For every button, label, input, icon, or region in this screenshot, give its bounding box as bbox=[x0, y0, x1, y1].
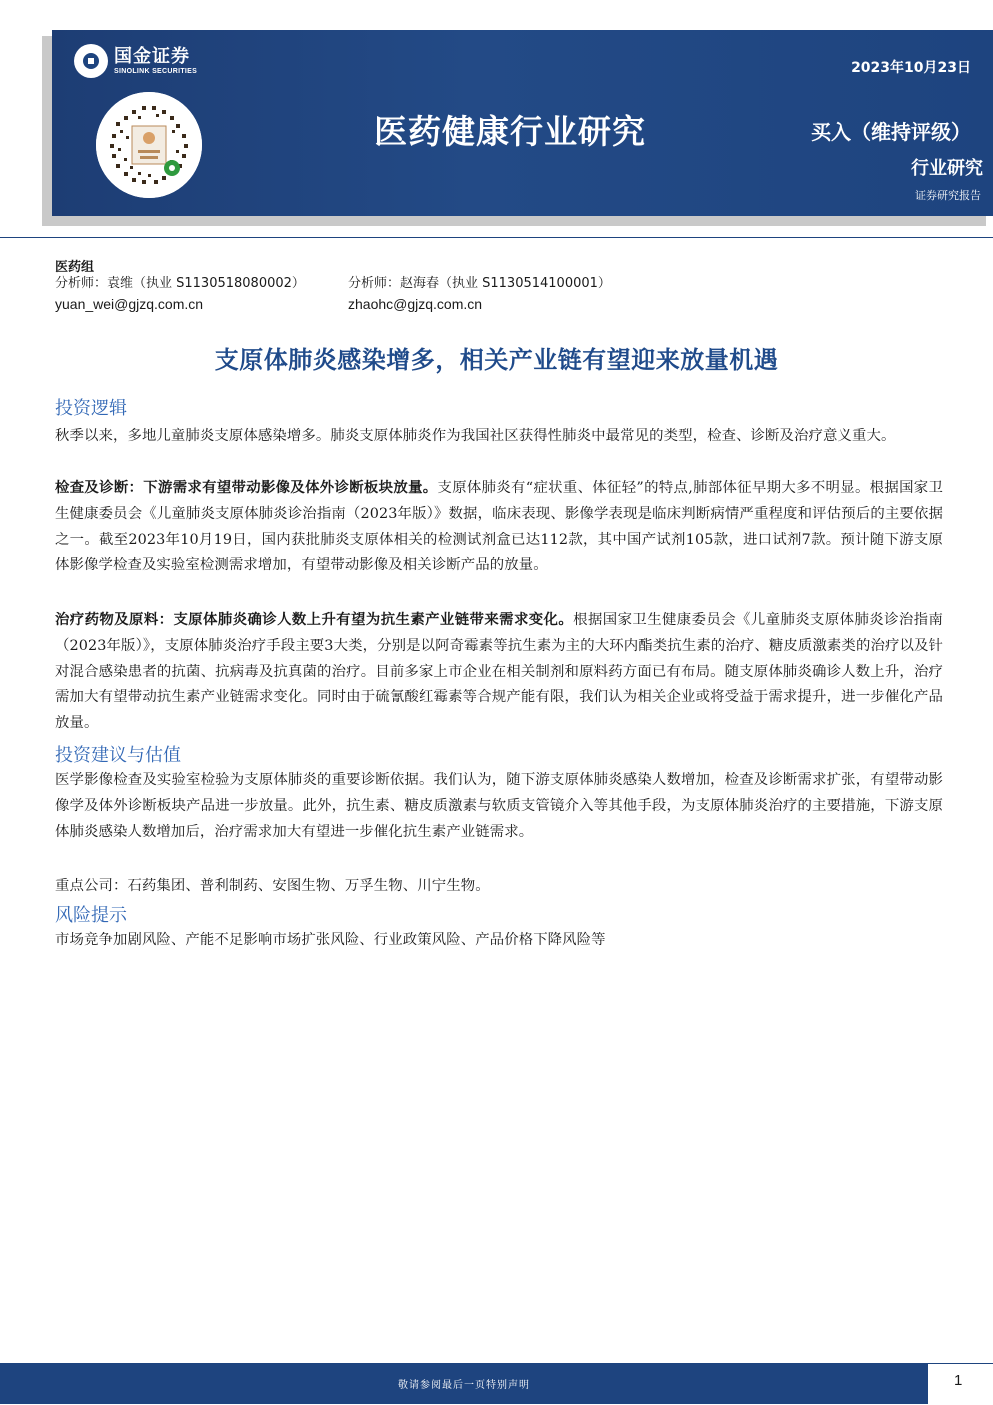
risk-paragraph: 市场竞争加剧风险、产能不足影响市场扩张风险、行业政策风险、产品价格下降风险等 bbox=[55, 932, 606, 948]
header-banner bbox=[52, 30, 993, 216]
qr-code-icon bbox=[96, 92, 202, 198]
section-heading-logic: 投资逻辑 bbox=[55, 398, 127, 419]
analyst-name: 分析师：赵海春（执业 S1130514100001） bbox=[348, 276, 611, 291]
report-date: 2023年10月23日 bbox=[851, 60, 971, 76]
page-number: 1 bbox=[954, 1372, 963, 1389]
logo-mark-icon bbox=[74, 44, 108, 78]
logic-paragraph-2 bbox=[55, 475, 943, 579]
header-divider bbox=[0, 237, 993, 238]
logo-cn-text: 国金证券 bbox=[114, 45, 190, 67]
report-headline: 支原体肺炎感染增多，相关产业链有望迎来放量机遇 bbox=[214, 346, 779, 374]
report-subtype: 证券研究报告 bbox=[915, 189, 981, 202]
key-companies: 重点公司：石药集团、普利制药、安图生物、万孚生物、川宁生物。 bbox=[55, 878, 490, 894]
analyst-group-label: 医药组 bbox=[55, 260, 95, 275]
report-type: 行业研究 bbox=[911, 158, 983, 179]
section-heading-risk: 风险提示 bbox=[55, 905, 127, 926]
analyst-email[interactable]: zhaohc@gjzq.com.cn bbox=[348, 296, 483, 312]
logic-paragraph-1: 秋季以来，多地儿童肺炎支原体感染增多。肺炎支原体肺炎作为我国社区获得性肺炎中最常见的类型，检查、诊断及治疗意义重大。 bbox=[55, 428, 896, 444]
advice-paragraph-1: 医学影像检查及实验室检验为支原体肺炎的重要诊断依据。我们认为，随下游支原体肺炎感染人数增加，检查及诊断需求扩张，有望带动影像学及体外诊断板块产品进一步放量。此外，抗生素、糖皮质激素与软质支管镜介入等其他手段，为支原体肺炎治疗的主要措施，下游支原体肺炎感染人数增加后，治疗需求加大有望进一步催化抗生素产业链需求。 bbox=[55, 772, 943, 840]
rating-label: 买入（维持评级） bbox=[811, 120, 971, 144]
footer-disclaimer: 敬请参阅最后一页特别声明 bbox=[398, 1380, 530, 1391]
analyst-name: 分析师：袁维（执业 S1130518080002） bbox=[55, 276, 305, 291]
logic-paragraph-3 bbox=[55, 607, 943, 737]
logo-en-text: SINOLINK SECURITIES bbox=[114, 67, 198, 75]
industry-title: 医药健康行业研究 bbox=[374, 112, 646, 151]
logic-paragraph-2-body: 支原体肺炎有“症状重、体征轻”的特点,肺部体征早期大多不明显。根据国家卫生健康委员会《儿童肺炎支原体肺炎诊治指南（2023年版）》数据，临床表现、影像学表现是临床判断病情严重程度和评估预后的主要依据之一。截至2023年10月19日，国内获批肺炎支原体相关的检测试剂盒已达112款，其中国产试剂105款，进口试剂7款。预计随下游支原体影像学检查及实验室检测需求增加，有望带动影像及相关诊断产品的放量。 bbox=[55, 480, 944, 574]
analyst-card bbox=[55, 274, 305, 314]
analyst-email[interactable]: yuan_wei@gjzq.com.cn bbox=[55, 296, 204, 312]
section-heading-advice: 投资建议与估值 bbox=[55, 745, 181, 766]
logic-paragraph-3-body: 根据国家卫生健康委员会《儿童肺炎支原体肺炎诊治指南（2023年版）》，支原体肺炎治疗手段主要3大类，分别是以阿奇霉素等抗生素为主的大环内酯类抗生素的治疗、糖皮质激素类的治疗以及针对混合感染患者的抗菌、抗病毒及抗真菌的治疗。目前多家上市企业在相关制剂和原料药方面已有布局。随支原体肺炎确诊人数上升，治疗需加大有望带动抗生素产业链需求变化。同时由于硫氰酸红霉素等合规产能有限，我们认为相关企业或将受益于需求提升，进一步催化产品放量。 bbox=[55, 612, 943, 732]
logic-paragraph-2-lead: 检查及诊断：下游需求有望带动影像及体外诊断板块放量。 bbox=[55, 479, 438, 496]
logic-paragraph-3-lead: 治疗药物及原料：支原体肺炎确诊人数上升有望为抗生素产业链带来需求变化。 bbox=[55, 611, 574, 628]
analyst-card bbox=[348, 274, 611, 314]
company-logo bbox=[74, 44, 197, 78]
